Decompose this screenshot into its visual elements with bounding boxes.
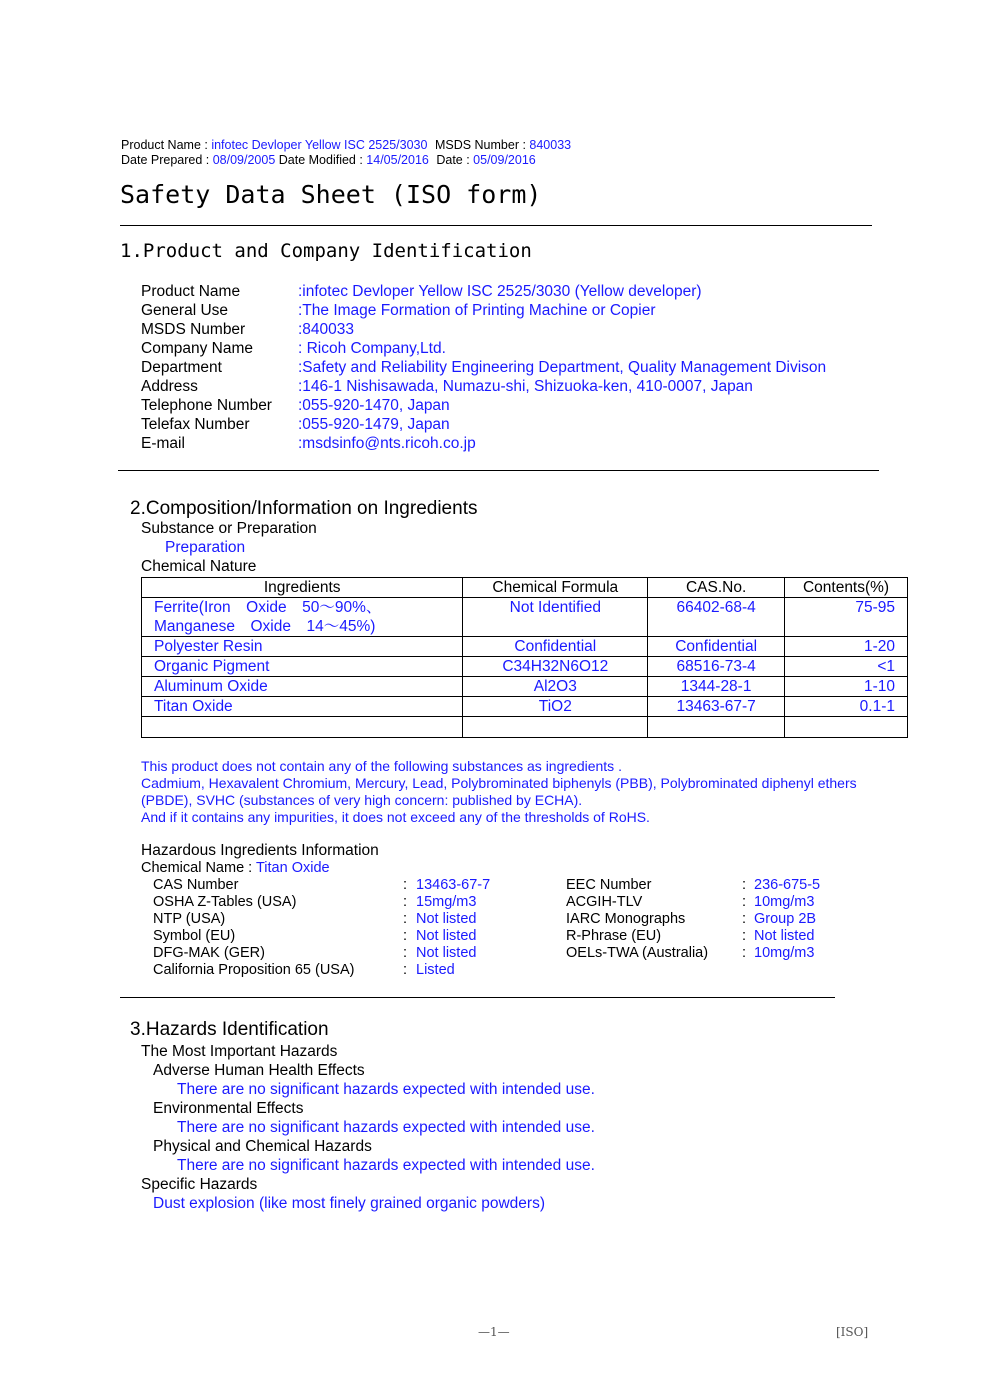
hazard-item xyxy=(153,962,490,979)
contents-cell: 1-10 xyxy=(785,677,908,697)
hazard-value: Group 2B xyxy=(754,911,817,927)
hazard-item xyxy=(153,877,490,894)
note-line: This product does not contain any of the following substances as ingredients . xyxy=(141,758,622,774)
hazardous-heading: Hazardous Ingredients Information xyxy=(141,842,379,859)
most-important-label: The Most Important Hazards xyxy=(141,1043,338,1060)
empty-cell xyxy=(142,717,463,738)
row-value: :infotec Devloper Yellow ISC 2525/3030 (Yellow developer) xyxy=(298,283,702,300)
header-line-2 xyxy=(121,153,536,168)
hazard-item xyxy=(153,945,490,962)
date-prepared-label: Date Prepared : xyxy=(121,153,213,167)
table-row xyxy=(142,677,908,697)
row-label: Company Name xyxy=(141,340,253,357)
hazard-value: Not listed xyxy=(416,928,477,944)
formula-cell: TiO2 xyxy=(463,697,648,717)
table-header-row xyxy=(142,578,908,598)
colon: : xyxy=(403,877,408,893)
specific-label: Specific Hazards xyxy=(141,1176,258,1193)
section1-row xyxy=(141,282,826,301)
adverse-value: There are no significant hazards expected with intended use. xyxy=(177,1081,595,1098)
date-modified-value: 14/05/2016 xyxy=(366,153,429,167)
hazard-label: Symbol (EU) xyxy=(153,928,236,944)
header-line-1 xyxy=(121,138,571,153)
section2-heading: 2.Composition/Information on Ingredients xyxy=(130,498,478,519)
section1-row xyxy=(141,377,826,396)
colon: : xyxy=(742,894,747,910)
hazard-value: Not listed xyxy=(416,911,477,927)
colon: : xyxy=(403,911,408,927)
row-label: Telephone Number xyxy=(141,397,272,414)
date-modified-label: Date Modified : xyxy=(275,153,367,167)
row-value: :Safety and Reliability Engineering Department, Quality Management Divison xyxy=(298,359,827,376)
hazard-item xyxy=(566,928,820,945)
cas-cell: Confidential xyxy=(648,637,785,657)
row-value: :840033 xyxy=(298,321,355,338)
page-number: —1— xyxy=(478,1325,510,1339)
ingredient-line-2: Manganese Oxide 14～45%) xyxy=(154,618,376,635)
colon: : xyxy=(742,877,747,893)
date-value: 05/09/2016 xyxy=(473,153,536,167)
colon: : xyxy=(403,962,408,978)
hazard-item xyxy=(153,894,490,911)
formula-cell: Al2O3 xyxy=(463,677,648,697)
row-value: :055-920-1470, Japan xyxy=(298,397,450,414)
cas-cell: 66402-68-4 xyxy=(648,598,785,637)
cas-cell: 68516-73-4 xyxy=(648,657,785,677)
substance-value: Preparation xyxy=(165,539,246,556)
phys-value: There are no significant hazards expected with intended use. xyxy=(177,1157,595,1174)
section1-divider xyxy=(118,470,879,471)
colon: : xyxy=(742,911,747,927)
hazard-label: California Proposition 65 (USA) xyxy=(153,962,355,978)
hazard-value: 10mg/m3 xyxy=(754,894,815,910)
section1-table xyxy=(141,282,826,453)
table-row xyxy=(142,697,908,717)
hazard-left-list xyxy=(153,877,490,979)
row-value: : Ricoh Company,Ltd. xyxy=(298,340,446,357)
col-cas: CAS.No. xyxy=(648,578,785,598)
hazard-value: Listed xyxy=(416,962,455,978)
col-contents: Contents(%) xyxy=(785,578,908,598)
hazard-label: R-Phrase (EU) xyxy=(566,928,662,944)
phys-label: Physical and Chemical Hazards xyxy=(153,1138,372,1155)
title-divider xyxy=(120,225,872,226)
chemical-name-line xyxy=(141,860,330,876)
row-label: Product Name xyxy=(141,283,241,300)
date-prepared-value: 08/09/2005 xyxy=(212,153,276,167)
table-row-empty xyxy=(142,717,908,738)
table-row xyxy=(142,657,908,677)
contents-cell: 1-20 xyxy=(785,637,908,657)
section1-row xyxy=(141,434,826,453)
note-line: Cadmium, Hexavalent Chromium, Mercury, Lead, Polybrominated biphenyls (PBB), Polybrominated diphenyl ethers xyxy=(141,775,857,791)
row-value: :msdsinfo@nts.ricoh.co.jp xyxy=(298,435,476,452)
hazard-right-list xyxy=(566,877,820,962)
hazard-value: 15mg/m3 xyxy=(416,894,477,910)
section1-row xyxy=(141,339,826,358)
section3-heading: 3.Hazards Identification xyxy=(130,1019,329,1040)
hazard-item xyxy=(566,877,820,894)
section1-row xyxy=(141,320,826,339)
note-line: (PBDE), SVHC (substances of very high concern: published by ECHA). xyxy=(141,792,583,808)
formula-cell: C34H32N6O12 xyxy=(463,657,648,677)
hazard-label: EEC Number xyxy=(566,877,652,893)
contents-cell: 75-95 xyxy=(785,598,908,637)
row-value: :The Image Formation of Printing Machine or Copier xyxy=(298,302,656,319)
section2-divider xyxy=(120,997,835,998)
section1-row xyxy=(141,396,826,415)
row-value: :055-920-1479, Japan xyxy=(298,416,450,433)
ingredient-cell: Organic Pigment xyxy=(142,657,463,677)
row-label: Department xyxy=(141,359,222,376)
hazard-value: Not listed xyxy=(754,928,815,944)
contents-cell: 0.1-1 xyxy=(785,697,908,717)
section1-row xyxy=(141,301,826,320)
substance-label: Substance or Preparation xyxy=(141,520,317,537)
note-line: And if it contains any impurities, it does not exceed any of the thresholds of RoHS. xyxy=(141,809,650,825)
hazard-label: DFG-MAK (GER) xyxy=(153,945,265,961)
col-formula: Chemical Formula xyxy=(463,578,648,598)
hazard-item xyxy=(153,928,490,945)
section1-row xyxy=(141,358,826,377)
colon: : xyxy=(742,928,747,944)
hazard-item xyxy=(566,911,820,928)
product-name-value: infotec Devloper Yellow ISC 2525/3030 xyxy=(211,138,428,152)
hazard-item xyxy=(566,945,820,962)
row-label: E-mail xyxy=(141,435,185,452)
formula-cell: Confidential xyxy=(463,637,648,657)
hazard-label: IARC Monographs xyxy=(566,911,686,927)
formula-cell: Not Identified xyxy=(463,598,648,637)
row-label: Telefax Number xyxy=(141,416,250,433)
contents-cell: <1 xyxy=(785,657,908,677)
hazard-label: OELs-TWA (Australia) xyxy=(566,945,709,961)
hazard-value: 13463-67-7 xyxy=(416,877,491,893)
row-label: MSDS Number xyxy=(141,321,246,338)
product-name-label: Product Name : xyxy=(121,138,212,152)
ingredient-cell xyxy=(142,598,463,637)
chemical-nature-label: Chemical Nature xyxy=(141,558,257,575)
chemical-name-label: Chemical Name : xyxy=(141,860,256,876)
ingredient-cell: Aluminum Oxide xyxy=(142,677,463,697)
env-value: There are no significant hazards expected with intended use. xyxy=(177,1119,595,1136)
hazard-item xyxy=(153,911,490,928)
hazard-label: CAS Number xyxy=(153,877,239,893)
hazard-label: NTP (USA) xyxy=(153,911,226,927)
colon: : xyxy=(403,928,408,944)
ingredient-cell: Polyester Resin xyxy=(142,637,463,657)
adverse-label: Adverse Human Health Effects xyxy=(153,1062,365,1079)
hazard-item xyxy=(566,894,820,911)
ingredient-cell: Titan Oxide xyxy=(142,697,463,717)
section1-heading: 1.Product and Company Identification xyxy=(120,240,532,262)
chemical-name-value: Titan Oxide xyxy=(255,860,330,876)
hazard-label: ACGIH-TLV xyxy=(566,894,643,910)
row-label: Address xyxy=(141,378,198,395)
page-title: Safety Data Sheet (ISO form) xyxy=(120,180,542,209)
restriction-note xyxy=(141,758,857,826)
empty-cell xyxy=(785,717,908,738)
ingredients-table xyxy=(141,577,908,738)
msds-number-value: 840033 xyxy=(529,138,572,152)
cas-cell: 13463-67-7 xyxy=(648,697,785,717)
cas-cell: 1344-28-1 xyxy=(648,677,785,697)
hazard-label: OSHA Z-Tables (USA) xyxy=(153,894,297,910)
row-label: General Use xyxy=(141,302,229,319)
form-label: [ISO] xyxy=(836,1325,869,1339)
colon: : xyxy=(403,945,408,961)
col-ingredients: Ingredients xyxy=(142,578,463,598)
empty-cell xyxy=(648,717,785,738)
section1-row xyxy=(141,415,826,434)
table-row xyxy=(142,637,908,657)
msds-number-label: MSDS Number : xyxy=(434,138,530,152)
hazard-value: Not listed xyxy=(416,945,477,961)
date-label: Date : xyxy=(436,153,474,167)
ingredient-line-1: Ferrite(Iron Oxide 50～90%、 xyxy=(154,599,382,616)
section3-body xyxy=(141,1042,595,1213)
hazard-value: 236-675-5 xyxy=(754,877,821,893)
colon: : xyxy=(403,894,408,910)
colon: : xyxy=(742,945,747,961)
env-label: Environmental Effects xyxy=(153,1100,304,1117)
specific-value: Dust explosion (like most finely grained organic powders) xyxy=(153,1195,545,1212)
row-value: :146-1 Nishisawada, Numazu-shi, Shizuoka-ken, 410-0007, Japan xyxy=(298,378,753,395)
empty-cell xyxy=(463,717,648,738)
table-row xyxy=(142,598,908,637)
hazard-value: 10mg/m3 xyxy=(754,945,815,961)
